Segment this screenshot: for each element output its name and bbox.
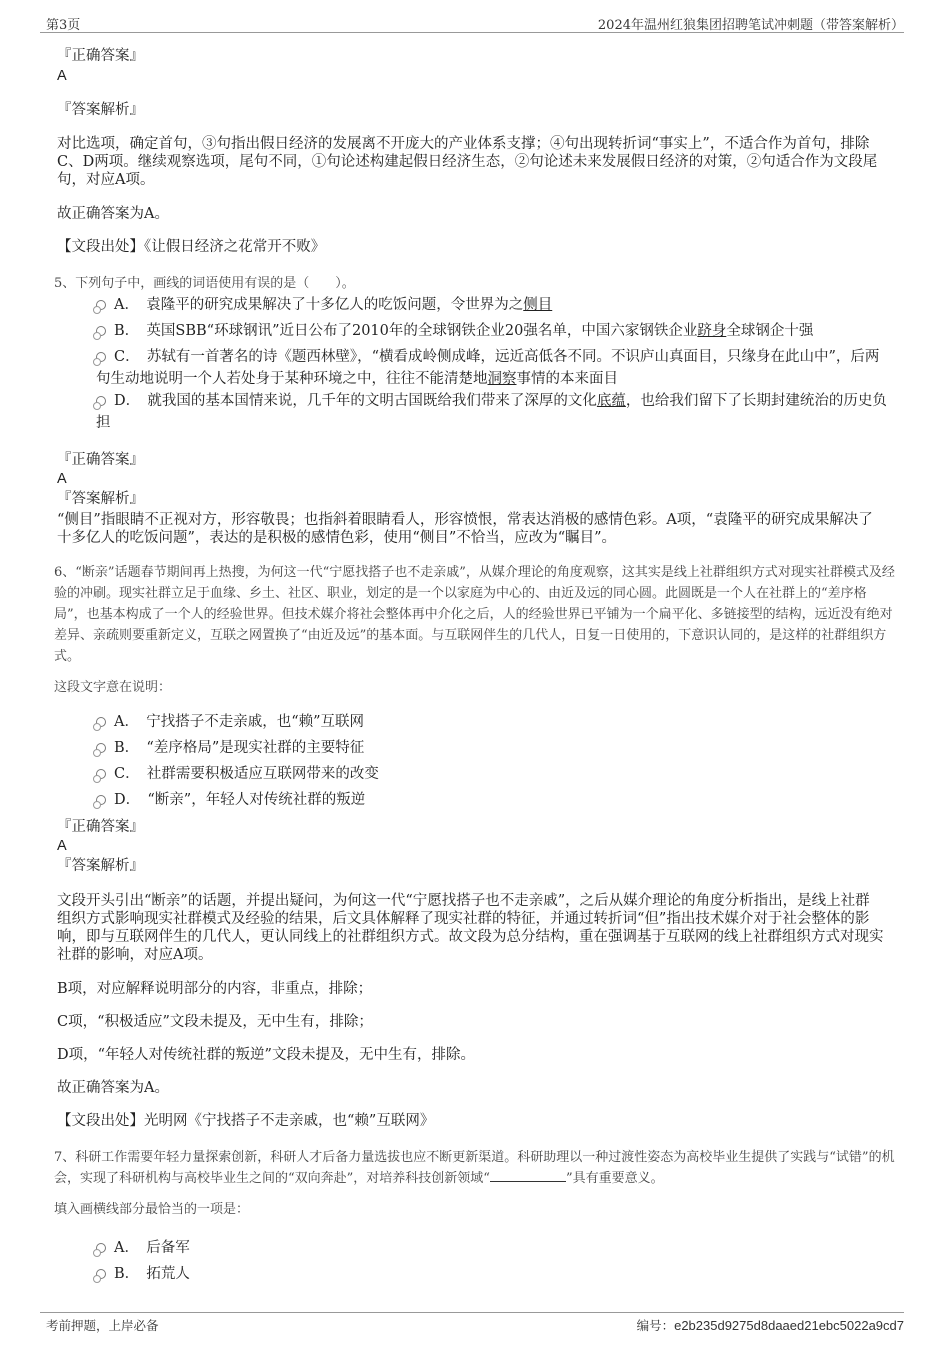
document-title: 2024年温州红狼集团招聘笔试冲刺题（带答案解析）	[597, 18, 904, 33]
q6-analysis: 文段开头引出“断亲”的话题，并提出疑问，为何这一代“宁愿找搭子也不走亲戚”，之后从媒介理论的角度分析指出，是线上社群组织方式影响现实社群模式及经验的结果，后文具体解释了现实社群的特征，并通过转折词“但”指出技术媒介对于社会整体的影响，即与互联网伴生的几代人，更认同线上的社群组织方式。故文段为总分结构，重在强调基于互联网的线上社群组织方式对现实社群的影响，对应A项。	[57, 893, 884, 963]
q6-conclusion: 故正确答案为A。	[57, 1080, 169, 1096]
underlined-word: 跻身	[697, 323, 727, 339]
underlined-word: 洞察	[487, 371, 517, 387]
q5-option-a[interactable]: A． 袁隆平的研究成果解决了十多亿人的吃饭问题，令世界为之侧目	[96, 294, 890, 316]
q6-stem: 6、“断亲”话题春节期间再上热搜，为何这一代“宁愿找搭子也不走亲戚”，从媒介理论的角度观察，这其实是线上社群组织方式对现实社群模式及经验的冲刷。现实社群立足于血缘、乡土、社区、职业，划定的是一个以家庭为中心的、由近及远的同心圆。此圆既是一个人在社群上的“差序格局”，也基本构成了一个人的经验世界。但技术媒介将社会整体再中介化之后，人的经验世界已平铺为一个扁平化、多链接型的结构，远近没有绝对差异、亲疏则要重新定义，互联之网置换了“由近及远”的基本面。与互联网伴生的几代人，日复一日使用的，下意识认同的，是这样的社群组织方式。	[54, 565, 895, 664]
q6-d-note: D项，“年轻人对传统社群的叛逆”文段未提及，无中生有，排除。	[57, 1047, 475, 1063]
page-header	[40, 12, 904, 33]
q6-answer-label: 『正确答案』	[57, 819, 144, 835]
q5-analysis-label: 『答案解析』	[57, 491, 144, 507]
q6-option-d[interactable]: D． “断亲”，年轻人对传统社群的叛逆	[96, 789, 890, 811]
q6-option-b[interactable]: B． “差序格局”是现实社群的主要特征	[96, 737, 890, 759]
q6-option-c[interactable]: C． 社群需要积极适应互联网带来的改变	[96, 763, 890, 785]
radio-icon[interactable]	[96, 326, 106, 336]
q4-analysis: 对比选项，确定首句，③句指出假日经济的发展离不开庞大的产业体系支撑；④句出现转折词“事实上”，不适合作为首句，排除C、D两项。继续观察选项，尾句不同，①句论述构建起假日经济生态，②句论述未来发展假日经济的对策，②句适合作为文段尾句，对应A项。	[57, 136, 878, 188]
q7-prompt: 填入画横线部分最恰当的一项是：	[54, 1202, 250, 1217]
radio-icon[interactable]	[96, 769, 106, 779]
fill-blank	[490, 1169, 566, 1182]
footer-code: 编号：e2b235d9275d8daaed21ebc5022a9cd7	[636, 1318, 904, 1333]
underlined-word: 侧目	[523, 297, 553, 313]
q4-answer: A	[57, 68, 67, 84]
q5-option-d[interactable]: D． 就我国的基本国情来说，几千年的文明古国既给我们带来了深厚的文化底蕴，也给我们留下了长期封建统治的历史负担	[96, 393, 887, 431]
underlined-word: 底蕴	[596, 393, 626, 409]
radio-icon[interactable]	[96, 1243, 106, 1253]
radio-icon[interactable]	[96, 743, 106, 753]
radio-icon[interactable]	[96, 1269, 106, 1279]
q4-analysis-label: 『答案解析』	[57, 102, 144, 118]
q4-source: 【文段出处】《让假日经济之花常开不败》	[57, 239, 326, 255]
q7-option-a[interactable]: A． 后备军	[96, 1237, 890, 1259]
q6-prompt: 这段文字意在说明：	[54, 680, 172, 695]
q5-stem: 5、下列句子中，画线的词语使用有误的是（ ）。	[54, 276, 355, 291]
q4-answer-label: 『正确答案』	[57, 48, 144, 64]
q6-option-a[interactable]: A． 宁找搭子不走亲戚，也“赖”互联网	[96, 711, 890, 733]
q6-b-note: B项，对应解释说明部分的内容，非重点，排除；	[57, 981, 373, 997]
q6-c-note: C项，“积极适应”文段未提及，无中生有，排除；	[57, 1014, 373, 1030]
q5-answer-label: 『正确答案』	[57, 452, 144, 468]
q5-option-c[interactable]: C． 苏轼有一首著名的诗《题西林壁》，“横看成岭侧成峰，远近高低各不同。不识庐山真面目，只缘身在此山中”，后两句生动地说明一个人若处身于某种环境之中，往往不能清楚地洞察事情的本来面目	[96, 349, 880, 387]
page-number: 第3页	[46, 18, 81, 33]
q6-source: 【文段出处】光明网《宁找搭子不走亲戚，也“赖”互联网》	[57, 1113, 435, 1129]
radio-icon[interactable]	[96, 717, 106, 727]
radio-icon[interactable]	[96, 300, 106, 310]
radio-icon[interactable]	[96, 795, 106, 805]
page-footer	[40, 1312, 904, 1337]
q5-option-b[interactable]: B． 英国SBB“环球钢讯”近日公布了2010年的全球钢铁企业20强名单，中国六家钢铁企业跻身全球钢企十强	[96, 320, 890, 342]
q5-answer: A	[57, 471, 67, 487]
radio-icon[interactable]	[96, 396, 106, 406]
q5-analysis: “侧目”指眼睛不正视对方，形容敬畏；也指斜着眼睛看人，形容愤恨，常表达消极的感情色彩。A项，“袁隆平的研究成果解决了十多亿人的吃饭问题”，表达的是积极的感情色彩，使用“侧目”不恰当，应改为“瞩目”。	[57, 512, 873, 546]
q4-conclusion: 故正确答案为A。	[57, 206, 169, 222]
footer-slogan: 考前押题，上岸必备	[46, 1318, 159, 1333]
q7-option-b[interactable]: B． 拓荒人	[96, 1263, 890, 1285]
q7-stem: 7、科研工作需要年轻力量探索创新，科研人才后备力量选拔也应不断更新渠道。科研助理以一种过渡性姿态为高校毕业生提供了实践与“试错”的机会，实现了科研机构与高校毕业生之间的“双向奔赴”，对培养科技创新领域“ ”具有重要意义。	[54, 1150, 895, 1186]
radio-icon[interactable]	[96, 352, 106, 362]
q6-answer: A	[57, 838, 67, 854]
q6-analysis-label: 『答案解析』	[57, 858, 144, 874]
